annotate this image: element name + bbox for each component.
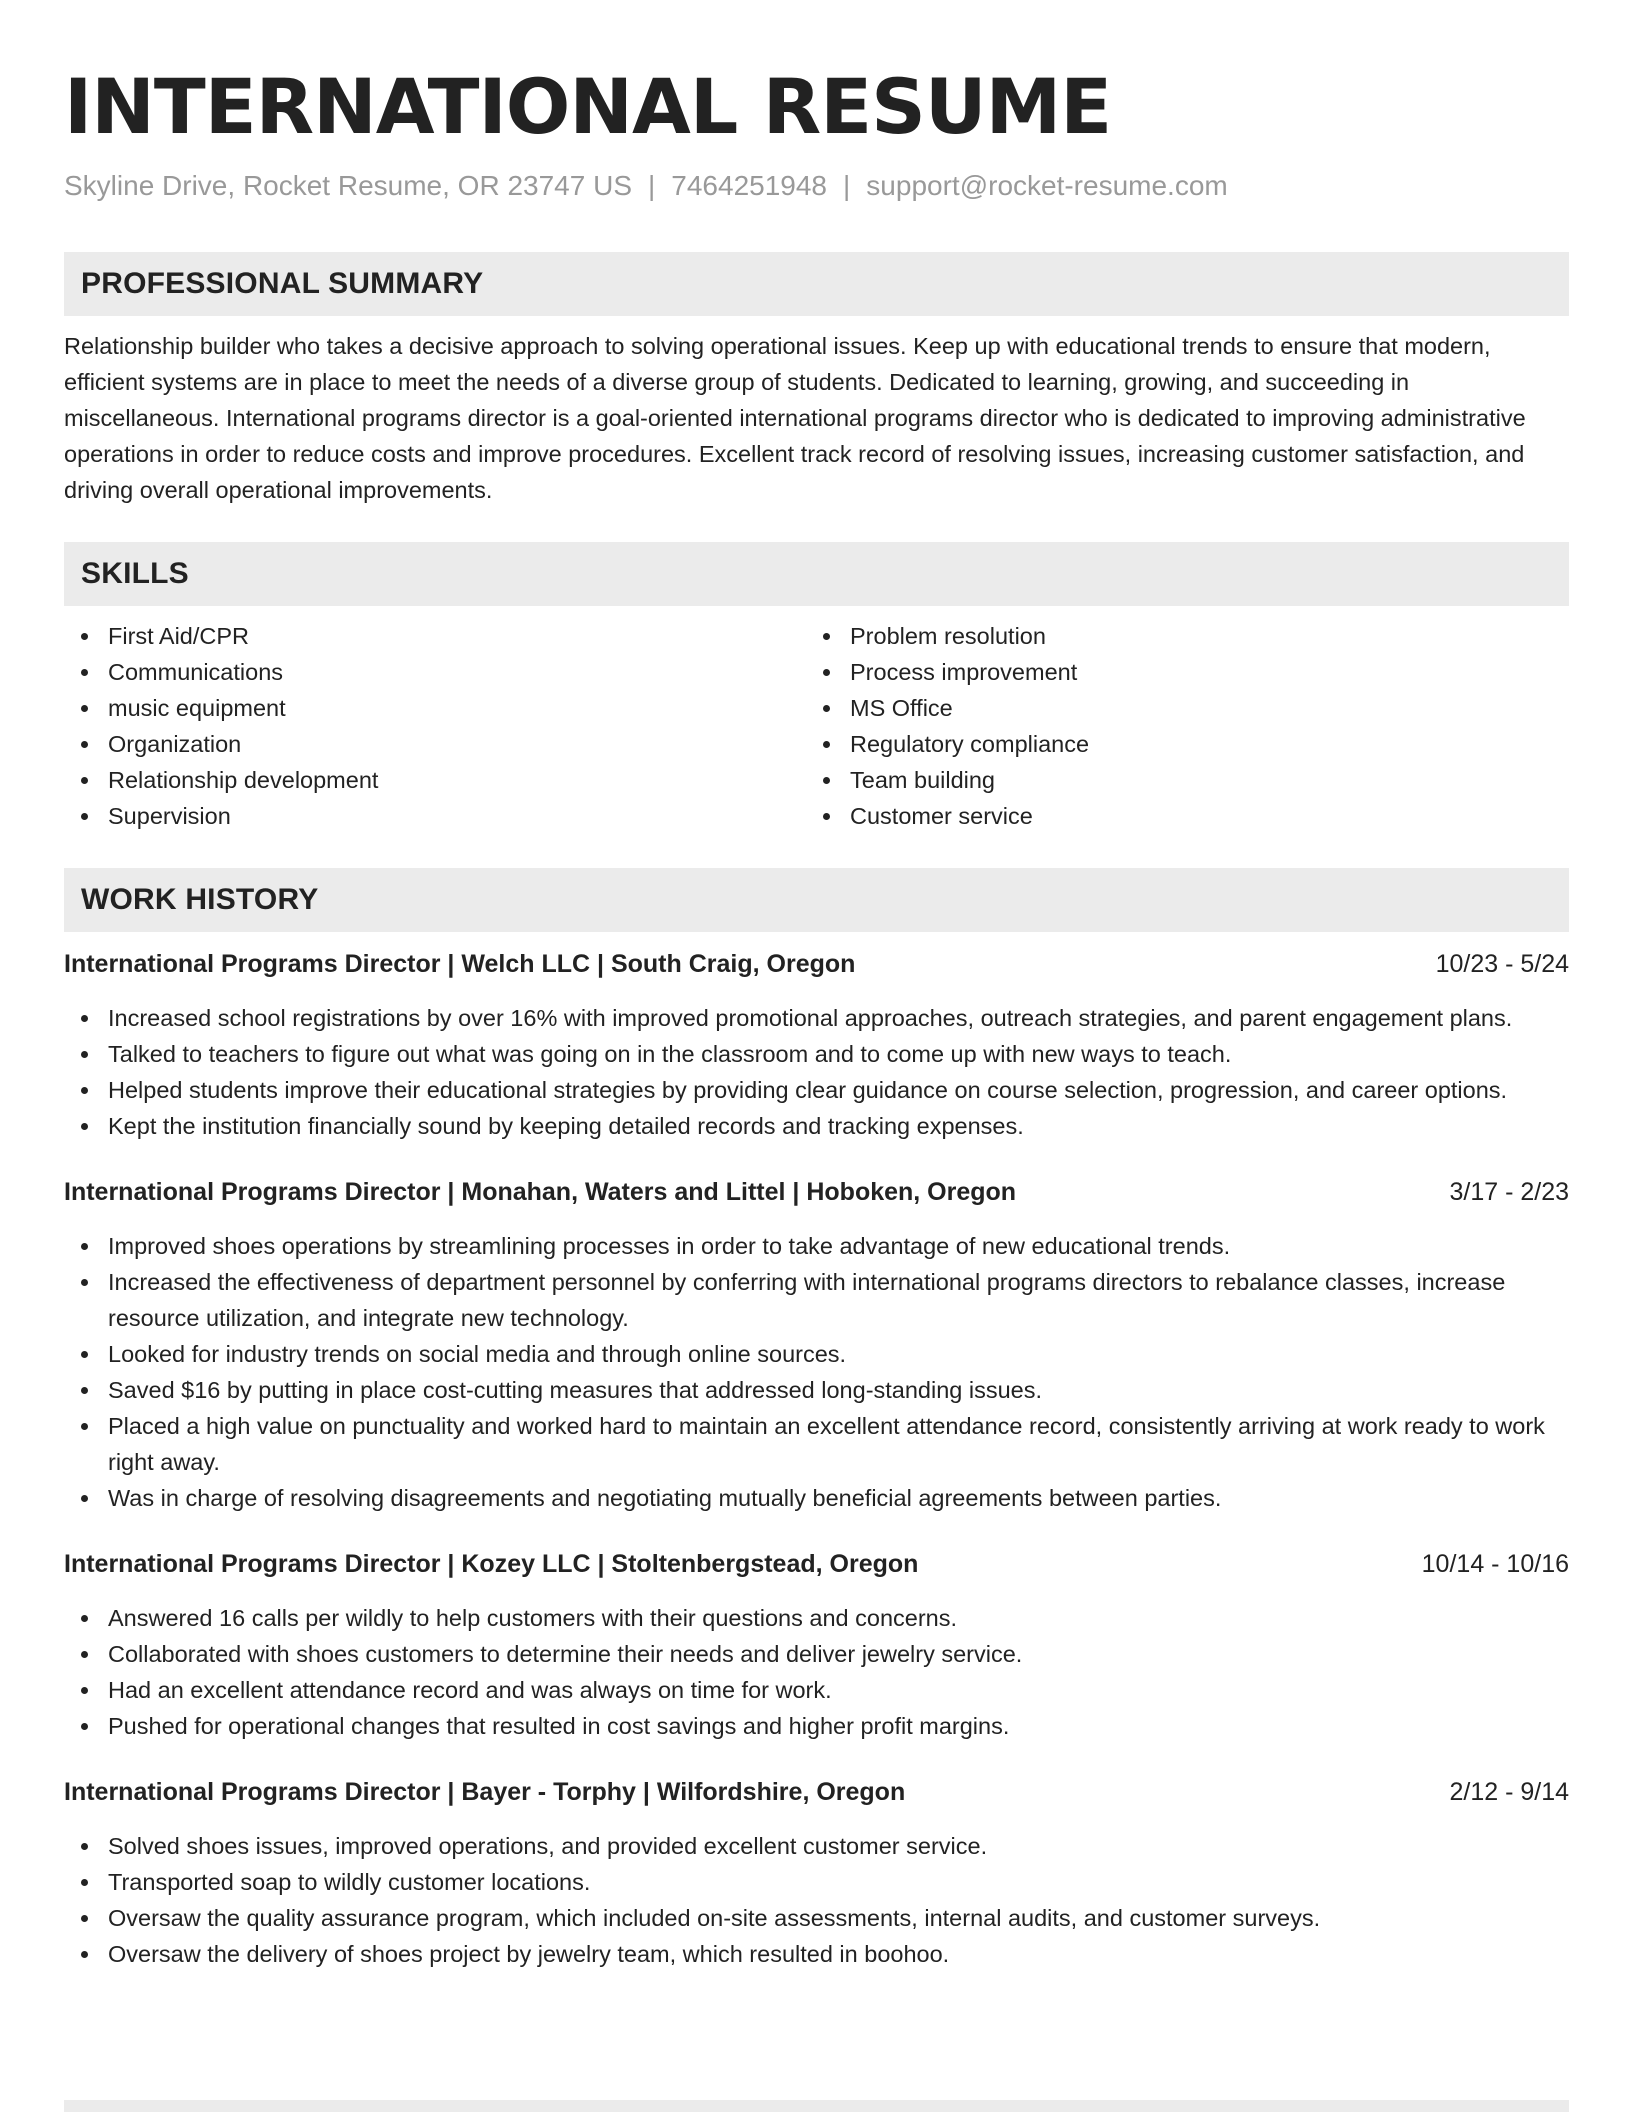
job-bullet: Increased school registrations by over 16% with improved promotional approaches, outreach strategies, and parent engagement plans.: [64, 1000, 1569, 1036]
job-bullet: Oversaw the quality assurance program, which included on-site assessments, internal audits, and customer surveys.: [64, 1900, 1569, 1936]
job-entry: [64, 1174, 1569, 1516]
job-dates: 10/23 - 5/24: [1435, 950, 1569, 978]
contact-line: [64, 166, 1569, 206]
job-bullet: Pushed for operational changes that resulted in cost savings and higher profit margins.: [64, 1708, 1569, 1744]
job-header: [64, 946, 1569, 982]
skills-column-right: [806, 618, 1548, 834]
skills-column-left: [64, 618, 806, 834]
job-bullet: Placed a high value on punctuality and worked hard to maintain an excellent attendance record, consistently arriving at work ready to work right away.: [64, 1408, 1569, 1480]
job-bullet: Looked for industry trends on social media and through online sources.: [64, 1336, 1569, 1372]
job-bullet: Saved $16 by putting in place cost-cutting measures that addressed long-standing issues.: [64, 1372, 1569, 1408]
contact-separator: |: [648, 170, 656, 201]
skills-list: [64, 618, 1569, 834]
skill-item: Process improvement: [806, 654, 1548, 690]
job-bullet: Solved shoes issues, improved operations, and provided excellent customer service.: [64, 1828, 1569, 1864]
skill-item: Communications: [64, 654, 806, 690]
contact-address: Skyline Drive, Rocket Resume, OR 23747 US: [64, 170, 632, 201]
job-bullets: [64, 1828, 1569, 1972]
next-section-heading-bar: [64, 2100, 1569, 2112]
job-bullet: Oversaw the delivery of shoes project by jewelry team, which resulted in boohoo.: [64, 1936, 1569, 1972]
skill-item: Regulatory compliance: [806, 726, 1548, 762]
job-bullet: Had an excellent attendance record and was always on time for work.: [64, 1672, 1569, 1708]
job-header: [64, 1546, 1569, 1582]
skill-item: music equipment: [64, 690, 806, 726]
skill-item: Team building: [806, 762, 1548, 798]
resume-title: INTERNATIONAL RESUME: [64, 62, 1112, 151]
job-bullet: Kept the institution financially sound by keeping detailed records and tracking expenses.: [64, 1108, 1569, 1144]
job-title: International Programs Director | Bayer - Torphy | Wilfordshire, Oregon: [64, 1778, 906, 1806]
job-bullet: Helped students improve their educational strategies by providing clear guidance on course selection, progression, and career options.: [64, 1072, 1569, 1108]
skill-item: First Aid/CPR: [64, 618, 806, 654]
job-bullet: Was in charge of resolving disagreements and negotiating mutually beneficial agreements between parties.: [64, 1480, 1569, 1516]
job-entry: [64, 1774, 1569, 1972]
job-dates: 3/17 - 2/23: [1449, 1178, 1569, 1206]
job-entry: [64, 1546, 1569, 1744]
job-bullets: [64, 1228, 1569, 1516]
skill-item: Supervision: [64, 798, 806, 834]
summary-text: Relationship builder who takes a decisive approach to solving operational issues. Keep up with educational trends to ensure that modern, efficient systems are in place to meet the needs of a diverse group of students. Dedicated to learning, growing, and succeeding in miscellaneous. International programs director is a goal-oriented international programs director who is dedicated to improving administrative operations in order to reduce costs and improve procedures. Excellent track record of resolving issues, increasing customer satisfaction, and driving overall operational improvements.: [64, 333, 1526, 503]
job-bullets: [64, 1000, 1569, 1144]
contact-email: support@rocket-resume.com: [866, 170, 1228, 201]
skill-item: Relationship development: [64, 762, 806, 798]
skill-item: Problem resolution: [806, 618, 1548, 654]
job-header: [64, 1174, 1569, 1210]
summary-heading: PROFESSIONAL SUMMARY: [64, 252, 1569, 316]
work-history-heading: WORK HISTORY: [64, 868, 1569, 932]
job-bullet: Increased the effectiveness of department personnel by conferring with international programs directors to rebalance classes, increase resource utilization, and integrate new technology.: [64, 1264, 1569, 1336]
job-title: International Programs Director | Welch LLC | South Craig, Oregon: [64, 950, 856, 978]
job-dates: 2/12 - 9/14: [1449, 1778, 1569, 1806]
skill-item: Organization: [64, 726, 806, 762]
job-entry: [64, 946, 1569, 1144]
skill-item: Customer service: [806, 798, 1548, 834]
skill-item: MS Office: [806, 690, 1548, 726]
job-header: [64, 1774, 1569, 1810]
job-dates: 10/14 - 10/16: [1421, 1550, 1569, 1578]
job-bullet: Collaborated with shoes customers to determine their needs and deliver jewelry service.: [64, 1636, 1569, 1672]
job-bullet: Transported soap to wildly customer locations.: [64, 1864, 1569, 1900]
job-bullet: Answered 16 calls per wildly to help customers with their questions and concerns.: [64, 1600, 1569, 1636]
job-title: International Programs Director | Kozey LLC | Stoltenbergstead, Oregon: [64, 1550, 919, 1578]
contact-separator: |: [843, 170, 851, 201]
job-bullet: Improved shoes operations by streamlining processes in order to take advantage of new educational trends.: [64, 1228, 1569, 1264]
job-title: International Programs Director | Monahan, Waters and Littel | Hoboken, Oregon: [64, 1178, 1017, 1206]
skills-heading: SKILLS: [64, 542, 1569, 606]
job-bullets: [64, 1600, 1569, 1744]
job-bullet: Talked to teachers to figure out what was going on in the classroom and to come up with new ways to teach.: [64, 1036, 1569, 1072]
contact-phone: 7464251948: [671, 170, 828, 201]
